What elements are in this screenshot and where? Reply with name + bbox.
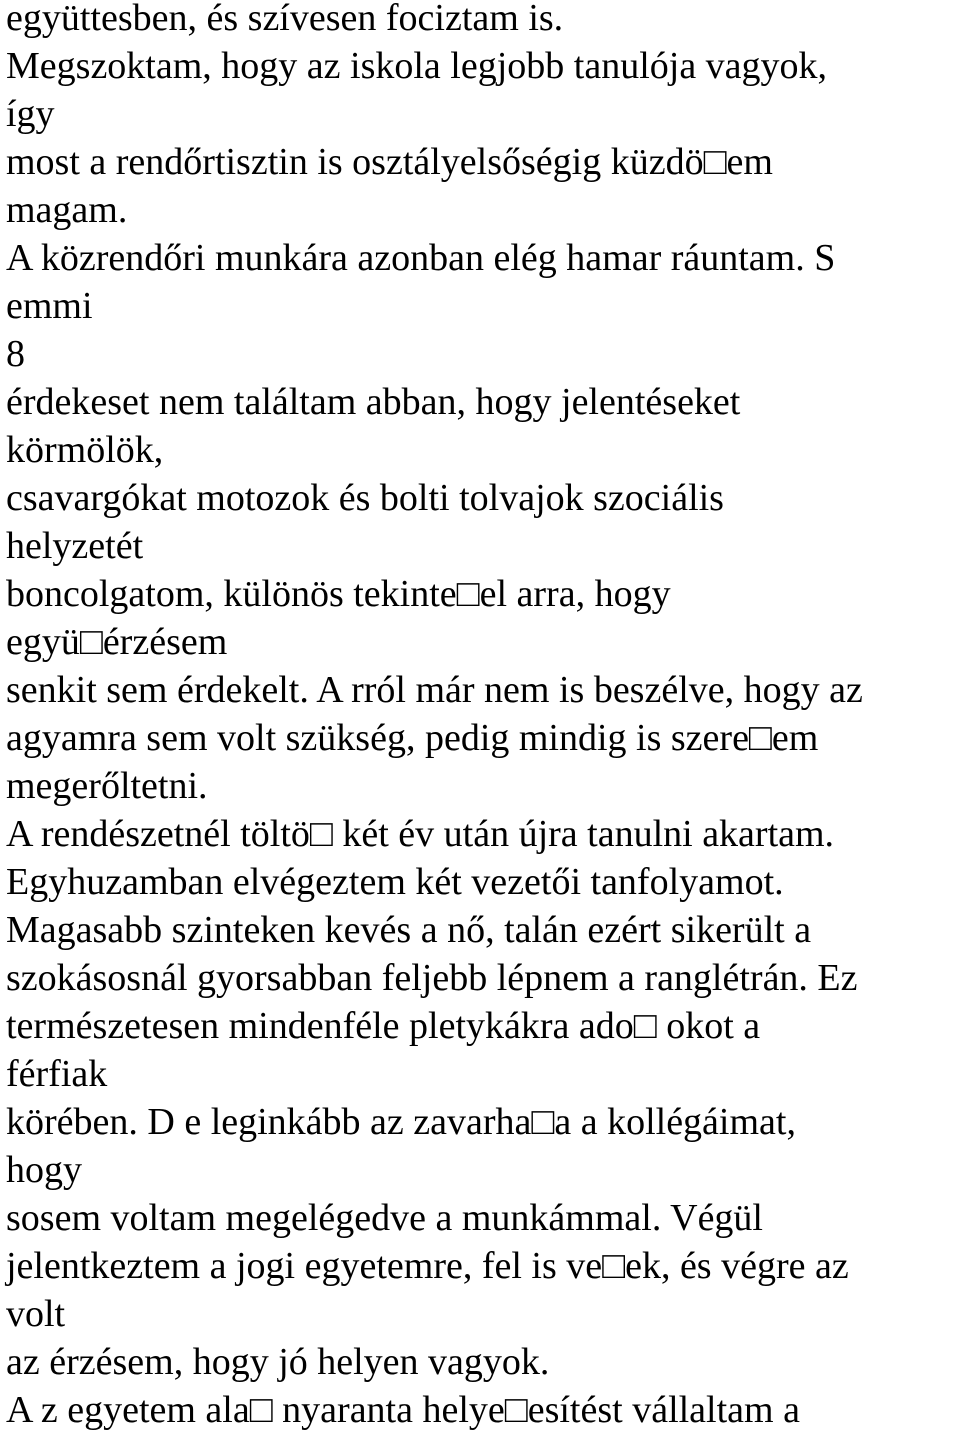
text-line: férfiak (6, 1053, 108, 1095)
text-line: természetesen mindenféle pletykákra ado□ okot a (6, 1005, 761, 1047)
text-line: A z egyetem ala□ nyaranta helye□esítést vállaltam a (6, 1389, 800, 1431)
text-line: szokásosnál gyorsabban feljebb lépnem a ranglétrán. Ez (6, 957, 858, 999)
text-line: A rendészetnél töltö□ két év után újra tanulni akartam. (6, 813, 835, 855)
text-line: együ□érzésem (6, 621, 228, 663)
text-line: senkit sem érdekelt. A rról már nem is beszélve, hogy az (6, 669, 863, 711)
text-line: sosem voltam megelégedve a munkámmal. Végül (6, 1197, 763, 1239)
text-line: Magasabb szinteken kevés a nő, talán ezért sikerült a (6, 909, 812, 951)
text-line: csavargókat motozok és bolti tolvajok szociális (6, 477, 724, 519)
text-line: agyamra sem volt szükség, pedig mindig is szere□em (6, 717, 819, 759)
text-line: magam. (6, 189, 128, 231)
text-line: megerőltetni. (6, 765, 208, 807)
text-line: így (6, 93, 55, 135)
text-line: most a rendőrtisztin is osztályelsőségig küzdö□em (6, 141, 773, 183)
text-line: Megszoktam, hogy az iskola legjobb tanulója vagyok, (6, 45, 828, 87)
text-line: Egyhuzamban elvégeztem két vezetői tanfolyamot. (6, 861, 784, 903)
text-line: emmi (6, 285, 93, 327)
text-line: körében. D e leginkább az zavarha□a a kollégáimat, (6, 1101, 796, 1143)
text-line: érdekeset nem találtam abban, hogy jelentéseket (6, 381, 741, 423)
text-line: jelentkeztem a jogi egyetemre, fel is ve□ek, és végre az (6, 1245, 849, 1287)
text-line: A közrendőri munkára azonban elég hamar ráuntam. S (6, 237, 836, 279)
text-line: helyzetét (6, 525, 144, 567)
text-line: hogy (6, 1149, 82, 1191)
page-number: 8 (6, 333, 25, 375)
text-line: volt (6, 1293, 66, 1335)
text-line: együttesben, és szívesen fociztam is. (6, 0, 564, 39)
text-line: az érzésem, hogy jó helyen vagyok. (6, 1341, 550, 1383)
text-line: boncolgatom, különös tekinte□el arra, hogy (6, 573, 671, 615)
text-line: körmölök, (6, 429, 164, 471)
